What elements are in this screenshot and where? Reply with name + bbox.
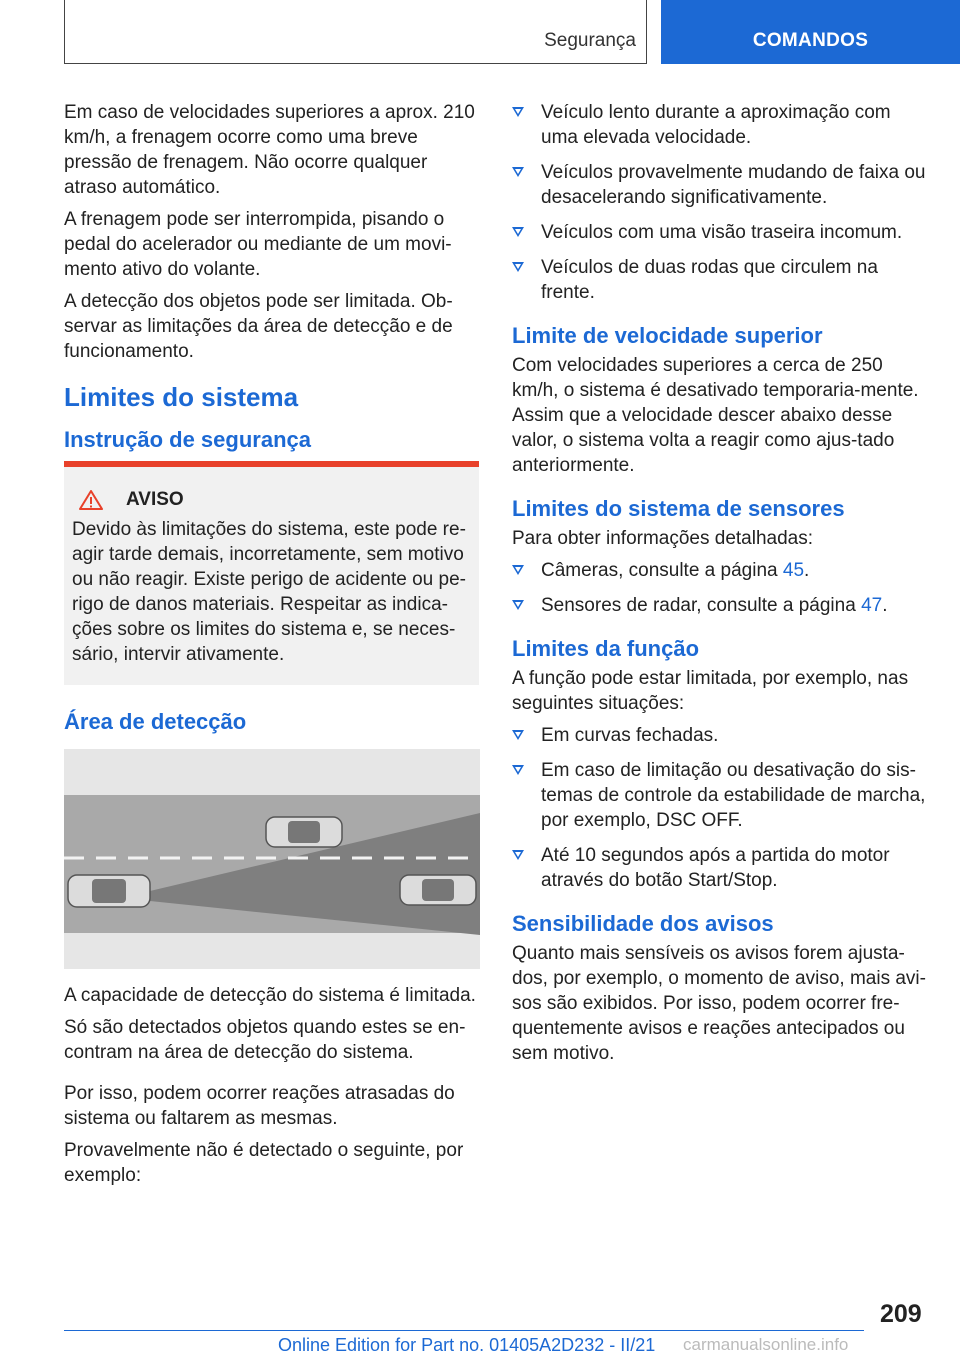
car-icon bbox=[68, 875, 150, 907]
header-chapter-tab[interactable] bbox=[661, 0, 960, 64]
heading-function-limits: Limites da função bbox=[512, 636, 700, 661]
list-item: Veículos provavelmente mudando de faixa ou desacelerando significativamente. bbox=[512, 160, 930, 210]
undetected-objects-list bbox=[512, 100, 930, 305]
heading-detection-area: Área de detecção bbox=[64, 709, 247, 734]
heading-warning-sensitivity: Sensibilidade dos avisos bbox=[512, 911, 774, 936]
bullet-triangle-icon bbox=[512, 600, 524, 610]
header-section-title: Segurança bbox=[544, 30, 636, 51]
paragraph: Só são detectados objetos quando estes se en-contram na área de detecção do sistema. bbox=[64, 1017, 466, 1063]
page-link-radar[interactable]: 47 bbox=[861, 595, 883, 616]
paragraph: A capacidade de detecção do sistema é limitada. bbox=[64, 985, 476, 1006]
list-item: Até 10 segundos após a partida do motor através do botão Start/Stop. bbox=[512, 843, 930, 893]
list-item: Câmeras, consulte a página 45. bbox=[512, 558, 930, 583]
road-diagram bbox=[64, 749, 480, 969]
warning-text: Devido às limitações do sistema, este pode re-agir tarde demais, incorretamente, sem motivo ou não reagir. Existe perigo de acidente ou pe-rigo de danos materiais. Respeitar as indica-ções sobre os limites do sistema e, se neces-sário, intervir ativamente. bbox=[72, 519, 466, 665]
list-item: Veículos de duas rodas que circulem na frente. bbox=[512, 255, 930, 305]
bullet-triangle-icon bbox=[512, 262, 524, 272]
paragraph: A função pode estar limitada, por exemplo, nas seguintes situações: bbox=[512, 668, 909, 714]
heading-sensor-limits: Limites do sistema de sensores bbox=[512, 496, 845, 521]
header-box bbox=[64, 0, 647, 64]
function-limits-list bbox=[512, 723, 930, 893]
warning-box bbox=[64, 461, 479, 685]
footer-edition: Online Edition for Part no. 01405A2D232 - II/21 bbox=[278, 1335, 656, 1355]
paragraph: A frenagem pode ser interrompida, pisando o pedal do acelerador ou mediante de um movi-mento ativo do volante. bbox=[64, 209, 452, 280]
paragraph: Provavelmente não é detectado o seguinte, por exemplo: bbox=[64, 1140, 464, 1186]
footer-watermark: carmanualsonline.info bbox=[683, 1335, 849, 1354]
warning-triangle-icon bbox=[78, 489, 104, 511]
list-item: Em caso de limitação ou desativação do sis-temas de controle da estabilidade de marcha, por exemplo, DSC OFF. bbox=[512, 758, 930, 833]
right-column bbox=[512, 100, 930, 1073]
list-item: Em curvas fechadas. bbox=[512, 723, 930, 748]
page-number: 209 bbox=[880, 1300, 922, 1328]
list-item: Sensores de radar, consulte a página 47. bbox=[512, 593, 930, 618]
heading-safety-instruction: Instrução de segurança bbox=[64, 427, 311, 452]
paragraph: Por isso, podem ocorrer reações atrasadas do sistema ou faltarem as mesmas. bbox=[64, 1083, 455, 1129]
left-column bbox=[64, 100, 479, 1195]
list-item: Veículos com uma visão traseira incomum. bbox=[512, 220, 930, 245]
sensor-list bbox=[512, 558, 930, 618]
heading-system-limits: Limites do sistema bbox=[64, 382, 299, 412]
bullet-triangle-icon bbox=[512, 850, 524, 860]
footer-divider bbox=[64, 1330, 864, 1331]
bullet-triangle-icon bbox=[512, 730, 524, 740]
bullet-triangle-icon bbox=[512, 107, 524, 117]
car-icon bbox=[400, 875, 476, 905]
detection-area-illustration bbox=[64, 749, 480, 969]
car-icon bbox=[266, 817, 342, 847]
bullet-triangle-icon bbox=[512, 565, 524, 575]
paragraph: Com velocidades superiores a cerca de 250 km/h, o sistema é desativado temporaria-mente. Assim que a velocidade descer abaixo desse valor, o sistema volta a reagir como ajus-tado anteriormente. bbox=[512, 355, 919, 476]
paragraph: A detecção dos objetos pode ser limitada. Ob-servar as limitações da área de detecção e de funcionamento. bbox=[64, 291, 453, 362]
bullet-triangle-icon bbox=[512, 765, 524, 775]
paragraph: Quanto mais sensíveis os avisos forem ajusta-dos, por exemplo, o momento de aviso, mais avi-sos são exibidos. Por isso, podem ocorrer fre-quentemente avisos e reações antecipados ou sem motivo. bbox=[512, 943, 926, 1064]
header-chapter-label: COMANDOS bbox=[752, 30, 869, 51]
warning-title bbox=[72, 489, 469, 511]
paragraph: Para obter informações detalhadas: bbox=[512, 528, 814, 549]
bullet-triangle-icon bbox=[512, 227, 524, 237]
warning-title-text: AVISO bbox=[126, 489, 184, 510]
page-link-cameras[interactable]: 45 bbox=[782, 560, 805, 581]
list-item: Veículo lento durante a aproximação com uma elevada velocidade. bbox=[512, 100, 930, 150]
bullet-triangle-icon bbox=[512, 167, 524, 177]
heading-upper-speed-limit: Limite de velocidade superior bbox=[512, 323, 823, 348]
paragraph: Em caso de velocidades superiores a aprox. 210 km/h, a frenagem ocorre como uma breve pressão de frenagem. Não ocorre qualquer atraso automático. bbox=[64, 102, 475, 198]
